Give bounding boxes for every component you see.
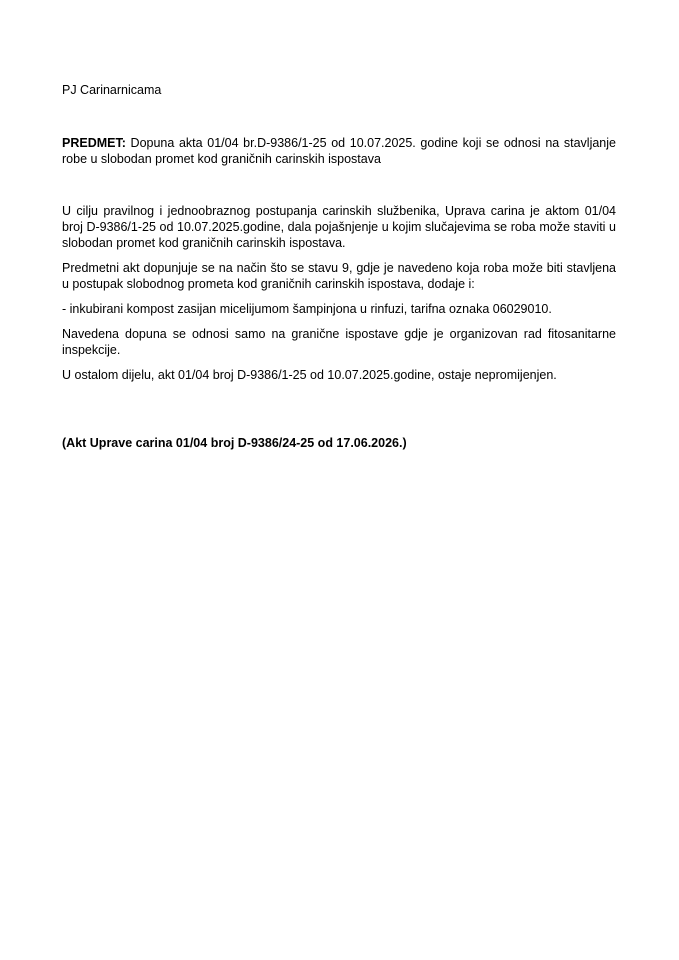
paragraph-amendment: Predmetni akt dopunjuje se na način što se stavu 9, gdje je navedeno koja roba može biti stavljena u postupak slobodnog prometa kod graničnih carinskih ispostava, dodaje i: [62,261,616,291]
subject-label: PREDMET: [62,136,126,150]
subject-line [62,135,616,167]
act-reference: (Akt Uprave carina 01/04 broj D-9386/24-25 od 17.06.2026.) [62,436,407,450]
paragraph-scope: Navedena dopuna se odnosi samo na granične ispostave gdje je organizovan rad fitosanitarne inspekcije. [62,327,616,357]
document-page [62,0,616,960]
recipient-line: PJ Carinarnicama [62,83,162,97]
paragraph-remainder: U ostalom dijelu, akt 01/04 broj D-9386/1-25 od 10.07.2025.godine, ostaje nepromijenjen. [62,368,557,382]
paragraph-intro: U cilju pravilnog i jednoobraznog postupanja carinskih službenika, Uprava carina je aktom 01/04 broj D-9386/1-25 od 10.07.2025.godine, dala pojašnjenje u kojim slučajevima se roba može staviti u slobodan promet kod graničnih carinskih ispostava. [62,204,616,250]
document-body [62,203,616,392]
subject-text: Dopuna akta 01/04 br.D-9386/1-25 od 10.07.2025. godine koji se odnosi na stavljanje robe u slobodan promet kod graničnih carinskih ispostava [62,136,616,166]
paragraph-item: - inkubirani kompost zasijan micelijumom šampinjona u rinfuzi, tarifna oznaka 06029010. [62,302,552,316]
